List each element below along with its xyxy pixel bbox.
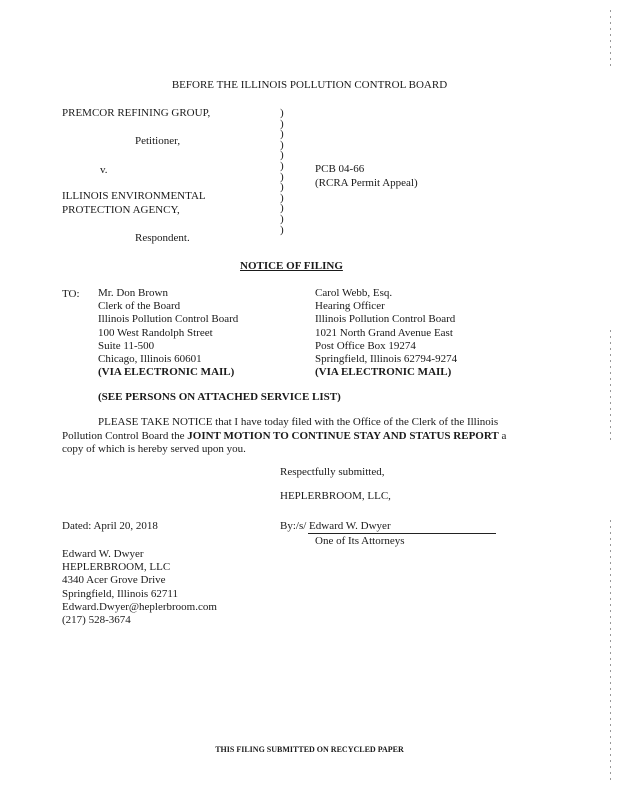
recipient-line: Carol Webb, Esq. [315,287,393,299]
notice-body [62,416,510,457]
signed-by: By:/s/ Edward W. Dwyer [280,520,391,532]
paren: ) [280,159,284,172]
paren: ) [280,212,284,225]
signature-line-text: (217) 528-3674 [62,614,131,627]
notice-body-text: PLEASE TAKE NOTICE that I have today filed with the Office of the Clerk of the Illinois Pollution Control Board the [62,416,499,442]
paren: ) [280,202,284,215]
case-type: (RCRA Permit Appeal) [315,177,418,189]
recipient-line: Post Office Box 19274 [315,339,416,352]
scan-edge-mark [610,330,611,440]
date-line: Dated: April 20, 2018 [62,520,158,532]
petitioner-role: Petitioner, [135,135,181,147]
paren: ) [280,138,284,151]
service-list-note: (SEE PERSONS ON ATTACHED SERVICE LIST) [98,391,341,403]
delivery-method: (VIA ELECTRONIC MAIL) [315,366,452,379]
recipient-left [98,287,238,379]
signature-line-text: Edward.Dwyer@heplerbroom.com [62,600,217,613]
notice-title: NOTICE OF FILING [240,260,343,272]
paren: ) [280,128,284,141]
recipient-right [315,287,457,379]
versus-label: v. [100,164,108,176]
petitioner-name: PREMCOR REFINING GROUP, [62,107,211,119]
recipient-line: Hearing Officer [315,300,385,313]
signature-line [308,533,496,534]
footer-recycled-paper: THIS FILING SUBMITTED ON RECYCLED PAPER [215,745,404,754]
recipient-line: Chicago, Illinois 60601 [98,353,202,366]
paren: ) [280,223,284,236]
signature-line-text: HEPLERBROOM, LLC [62,561,171,574]
paren: ) [280,170,284,183]
recipient-line: Clerk of the Board [98,300,181,313]
document-title: BEFORE THE ILLINOIS POLLUTION CONTROL BOARD [171,79,448,91]
respondent-name-line2: PROTECTION AGENCY, [62,204,180,216]
paren: ) [280,107,284,119]
respondent-role: Respondent. [135,232,190,244]
respondent-name-line1: ILLINOIS ENVIRONMENTAL [62,190,206,202]
paren: ) [280,191,284,204]
to-label: TO: [62,288,80,300]
scan-edge-mark [610,520,611,780]
recipient-line: Illinois Pollution Control Board [315,313,456,326]
motion-title: JOINT MOTION TO CONTINUE STAY AND STATUS REPORT [187,429,499,442]
paren: ) [280,117,284,130]
signature-block [62,548,217,627]
paren: ) [280,149,284,162]
case-number: PCB 04-66 [315,163,365,175]
signature-line-text: Springfield, Illinois 62711 [62,587,179,600]
recipient-line: Springfield, Illinois 62794-9274 [315,353,458,366]
scan-edge-mark [610,10,611,70]
recipient-line: 1021 North Grand Avenue East [315,326,453,339]
signature-line-text: Edward W. Dwyer [62,548,144,560]
recipient-line: Suite 11-500 [98,339,155,352]
caption-parentheses [280,108,290,235]
respectfully-submitted: Respectfully submitted, [280,466,385,478]
one-of-its-attorneys: One of Its Attorneys [315,535,405,547]
recipient-line: Mr. Don Brown [98,287,168,299]
recipient-line: Illinois Pollution Control Board [98,313,239,326]
delivery-method: (VIA ELECTRONIC MAIL) [98,366,235,379]
paren: ) [280,181,284,194]
firm-name: HEPLERBROOM, LLC, [280,490,391,502]
recipient-line: 100 West Randolph Street [98,326,213,339]
signature-line-text: 4340 Acer Grove Drive [62,574,166,587]
notice-body-text: a copy of which is hereby served upon you. [62,429,507,456]
